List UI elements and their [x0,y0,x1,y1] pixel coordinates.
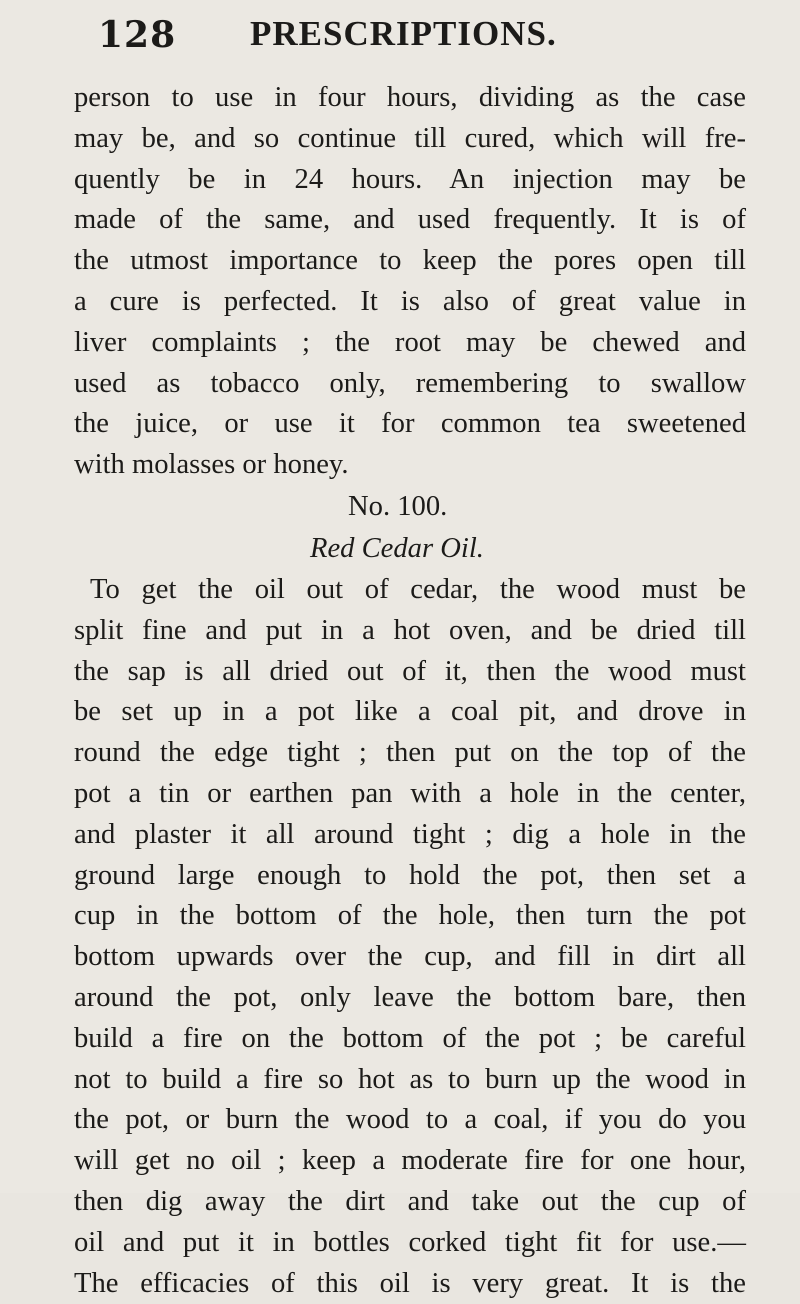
text-line: used as tobacco only, remembering to swallow [74,367,746,399]
text-line: liver complaints ; the root may be chewed and [74,326,746,358]
text-line: oil and put it in bottles corked tight fit for use.— [74,1226,746,1258]
text-line: around the pot, only leave the bottom bare, then [74,981,746,1013]
body-text [74,78,746,1304]
text-line: and plaster it all around tight ; dig a hole in the [74,818,746,850]
text-line: pot a tin or earthen pan with a hole in the center, [74,777,746,809]
text-line: split fine and put in a hot oven, and be dried till [74,614,746,646]
text-line: not to build a fire so hot as to burn up the wood in [74,1063,746,1095]
text-line: be set up in a pot like a coal pit, and drove in [74,696,746,728]
text-line: the sap is all dried out of it, then the wood must [74,655,746,687]
paragraph-2 [74,570,746,1304]
text-line: bottom upwards over the cup, and fill in dirt all [74,941,746,973]
text-line: with molasses or honey. [74,449,349,481]
text-line: To get the oil out of cedar, the wood must be [90,573,746,605]
page-header [98,14,758,64]
text-line: person to use in four hours, dividing as the case [74,82,746,113]
text-line: the utmost importance to keep the pores open till [74,245,746,277]
paragraph-1 [74,78,746,486]
text-line: then dig away the dirt and take out the cup of [74,1185,746,1217]
page-number: 128 [98,14,177,56]
text-line: made of the same, and used frequently. It is of [74,204,746,236]
text-line: the pot, or burn the wood to a coal, if you do you [74,1104,746,1136]
text-line: may be, and so continue till cured, which will fre- [74,122,746,154]
text-line: The efficacies of this oil is very great. It is the [74,1267,746,1299]
section-number: No. 100. [348,490,448,522]
running-head: PRESCRIPTIONS. [250,14,557,53]
text-line: round the edge tight ; then put on the top of the [74,737,746,769]
text-line: the juice, or use it for common tea sweetened [74,408,746,440]
text-line: ground large enough to hold the pot, then set a [74,859,746,891]
section-title: Red Cedar Oil. [310,532,484,564]
text-line: a cure is perfected. It is also of great value in [74,285,746,317]
text-line: quently be in 24 hours. An injection may be [74,163,746,195]
text-line: will get no oil ; keep a moderate fire for one hour, [74,1145,746,1177]
text-line: build a fire on the bottom of the pot ; be careful [74,1022,746,1054]
text-line: cup in the bottom of the hole, then turn the pot [74,900,746,932]
